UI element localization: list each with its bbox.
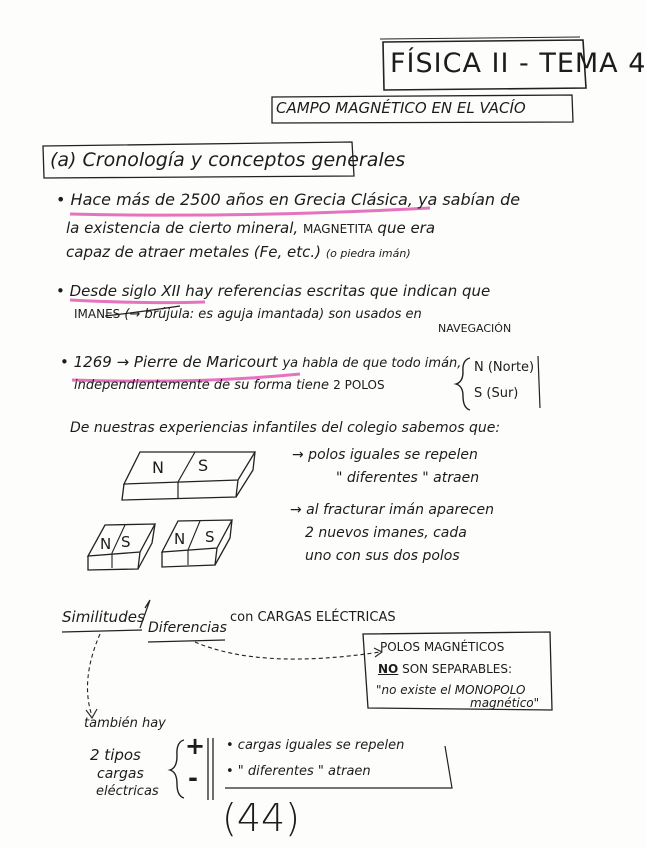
- broken-n1-label: N: [100, 535, 112, 553]
- bullet-1-line2: [66, 219, 435, 237]
- bullet-2-line2-text: (→ brújula: es aguja imantada) son usados en: [124, 307, 422, 322]
- broken-s2-label: S: [205, 528, 215, 546]
- north-label: N (Norte): [474, 360, 535, 375]
- rule-5: uno con sus dos polos: [305, 548, 460, 564]
- bullet-2-rest: hay referencias escritas que indican que: [185, 282, 491, 300]
- magnet-whole-drawing: [122, 452, 255, 500]
- polos-label: 2 POLOS: [333, 378, 385, 392]
- bullet-1-line3: [66, 243, 411, 261]
- tipos-line-2: cargas: [97, 766, 144, 782]
- diferencias-label: Diferencias: [148, 620, 227, 636]
- tambien-hay: también hay: [84, 716, 166, 731]
- charge-rule-2: • " diferentes " atraen: [226, 764, 371, 779]
- bullet-3-rest: ya habla de que todo imán,: [282, 356, 462, 371]
- tipos-line-3: eléctricas: [96, 784, 159, 799]
- plus-sign: +: [185, 732, 206, 760]
- broken-s1-label: S: [121, 533, 131, 551]
- box-line-1: POLOS MAGNÉTICOS: [380, 640, 505, 654]
- bullet-1-line2-end: que era: [377, 219, 436, 237]
- magnet-n-label: N: [152, 458, 164, 477]
- section-a-heading: (a) Cronología y conceptos generales: [50, 149, 406, 171]
- similitudes-label: Similitudes: [62, 608, 145, 626]
- separables-label: SON SEPARABLES:: [402, 662, 513, 676]
- charge-rule-1: • cargas iguales se repelen: [226, 738, 405, 753]
- bullet-3-highlight: 1269 → Pierre de Maricourt: [73, 353, 278, 371]
- magnetita-label: MAGNETITA: [302, 222, 373, 236]
- box-line-2: [378, 662, 512, 676]
- minus-sign: -: [188, 764, 198, 792]
- rule-3: → al fracturar imán aparecen: [290, 502, 494, 518]
- similitudes-arrow: [88, 634, 101, 716]
- bullet-1-rest: ya sabían de: [417, 190, 521, 209]
- page-number: (44): [222, 796, 301, 840]
- rule-1: → polos iguales se repelen: [292, 447, 478, 463]
- bullet-3-line2-text: independientemente de su forma tiene: [74, 378, 330, 393]
- bullet-1-highlight: Hace más de 2500 años en Grecia Clásica,: [70, 190, 413, 209]
- no-label: NO: [378, 662, 399, 676]
- tipos-line-1: 2 tipos: [90, 746, 141, 764]
- page-title: FÍSICA II - TEMA 4: [390, 48, 646, 79]
- piedra-iman: (o piedra imán): [325, 247, 411, 260]
- experiences-intro: De nuestras experiencias infantiles del colegio sabemos que:: [70, 420, 501, 436]
- bullet-2: • Desde siglo XII hay referencias escritas que indican que: [56, 282, 491, 300]
- highlight-1: [70, 208, 430, 215]
- broken-n2-label: N: [174, 530, 186, 548]
- bullet-1: • Hace más de 2500 años en Grecia Clásica, ya sabían de: [56, 190, 521, 209]
- south-label: S (Sur): [474, 386, 519, 401]
- con-cargas-label: con CARGAS ELÉCTRICAS: [230, 610, 396, 625]
- imanes-label: IMANES: [74, 307, 121, 321]
- rule-4: 2 nuevos imanes, cada: [305, 525, 467, 541]
- box-line-4: magnético": [470, 696, 540, 710]
- bullet-2-line2: [74, 307, 422, 322]
- page-subtitle: CAMPO MAGNÉTICO EN EL VACÍO: [276, 99, 526, 117]
- dashed-arrow: [195, 642, 380, 659]
- charges-brace: [170, 740, 184, 798]
- box-line-3: "no existe el MONOPOLO: [376, 683, 526, 697]
- magnet-s-label: S: [198, 456, 209, 475]
- navegacion-label: NAVEGACIÓN: [438, 322, 512, 335]
- bullet-2-highlight: Desde siglo XII: [69, 282, 181, 300]
- rule-2: " diferentes " atraen: [336, 470, 480, 486]
- highlight-2: [70, 300, 205, 303]
- bullet-3: • 1269 → Pierre de Maricourt ya habla de que todo imán,: [60, 353, 462, 371]
- bullet-1-line3-text: capaz de atraer metales (Fe, etc.): [66, 243, 322, 261]
- bullet-1-line2-text: la existencia de cierto mineral,: [66, 219, 299, 237]
- bullet-3-line2: [74, 378, 385, 393]
